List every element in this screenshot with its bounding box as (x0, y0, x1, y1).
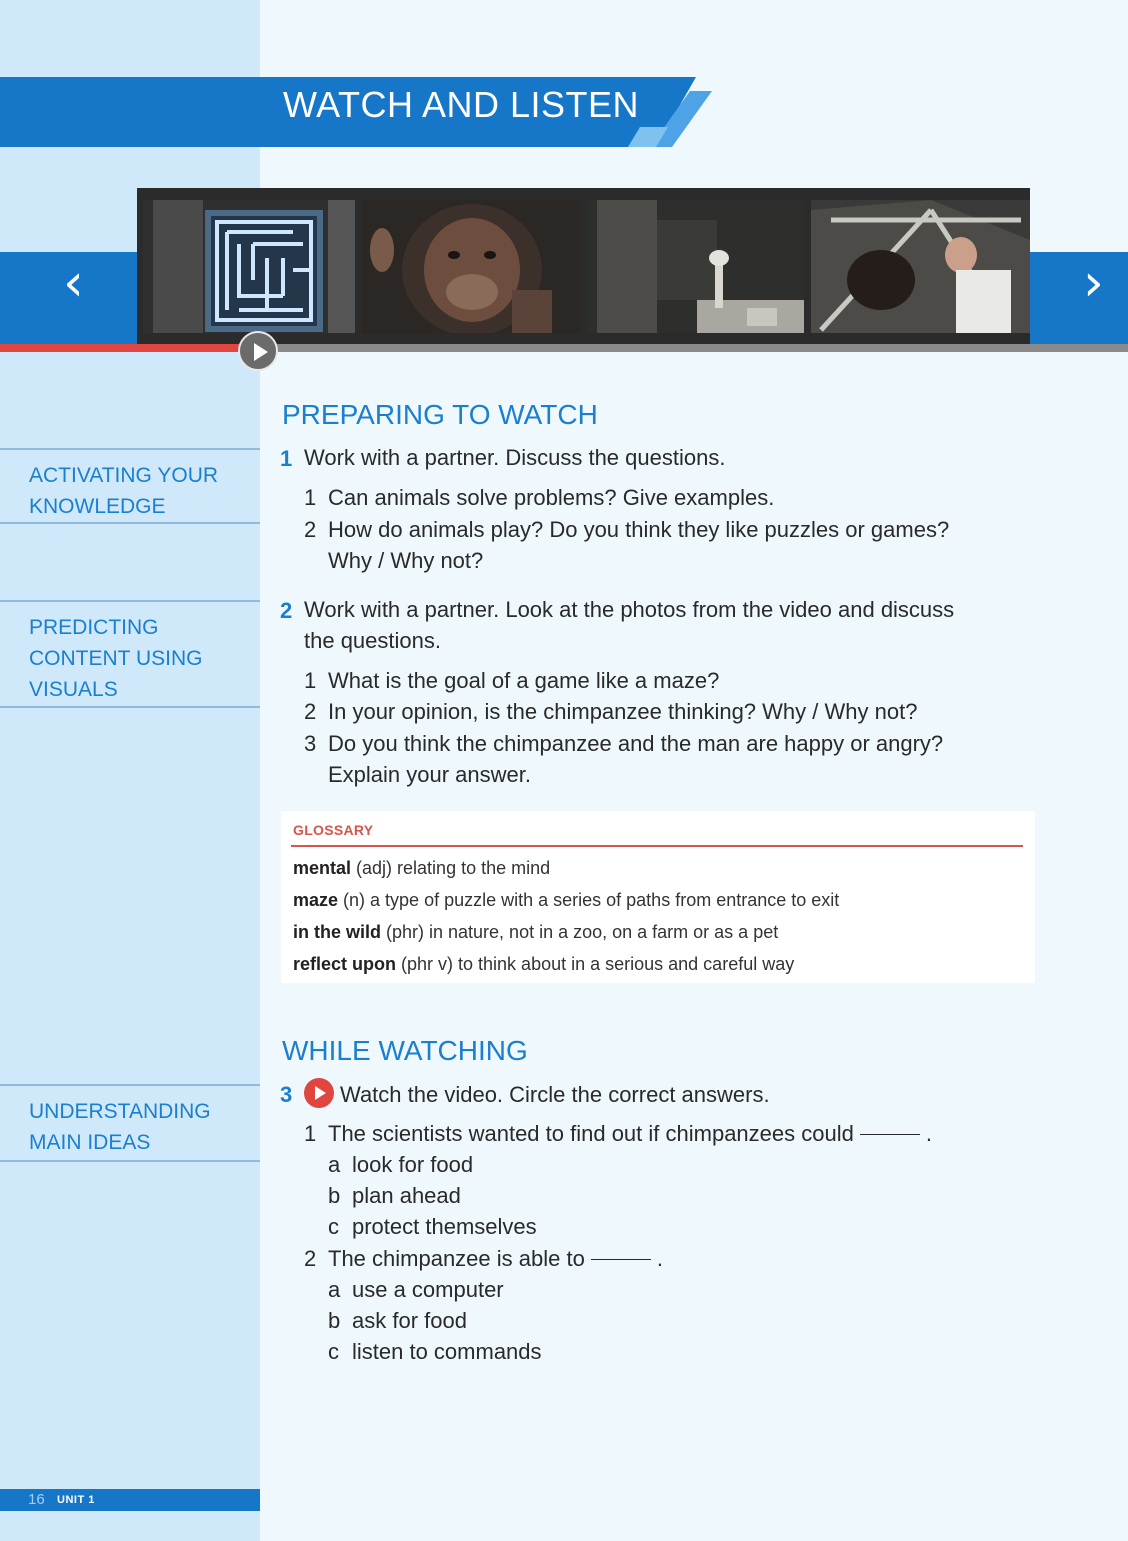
question-number: 1 (280, 446, 293, 471)
question-text: Work with a partner. Look at the photos from the video and discuss the questions. (304, 597, 955, 653)
answer-option[interactable]: a look for food (328, 1152, 474, 1177)
answer-blank (591, 1259, 651, 1260)
accent-line (0, 344, 260, 352)
video-thumbnail-man-and-chimpanzee[interactable] (811, 200, 1030, 333)
list-item: 1 Can animals solve problems? Give examples. (304, 485, 775, 510)
question-number: 3 (280, 1082, 293, 1107)
video-thumbnail-maze[interactable] (143, 200, 355, 333)
question-number: 2 (280, 598, 293, 623)
heading-while-watching: WHILE WATCHING (282, 1035, 528, 1066)
glossary-entry: reflect upon (phr v) to think about in a serious and careful way (293, 954, 795, 974)
play-button[interactable] (238, 331, 278, 371)
sidebar-label-predicting-content: PREDICTING CONTENT USING VISUALS (0, 600, 260, 708)
chevron-left-icon[interactable]: ‹ (63, 253, 84, 313)
answer-blank (860, 1134, 920, 1135)
list-item: 2 How do animals play? Do you think they like puzzles or games? Why / Why not? (304, 517, 950, 573)
glossary-entry: maze (n) a type of puzzle with a series of paths from entrance to exit (293, 890, 840, 910)
list-item: 3 Do you think the chimpanzee and the man are happy or angry? Explain your answer. (304, 731, 944, 787)
sidebar-label-understanding-main-ideas: UNDERSTANDING MAIN IDEAS (0, 1084, 260, 1162)
glossary-entry: mental (adj) relating to the mind (293, 858, 551, 878)
list-item: 1 What is the goal of a game like a maze? (304, 668, 720, 693)
answer-option[interactable]: c protect themselves (328, 1214, 537, 1239)
sidebar-label-activating-knowledge: ACTIVATING YOUR KNOWLEDGE (0, 448, 260, 524)
answer-option[interactable]: a use a computer (328, 1277, 504, 1302)
list-item: 2 In your opinion, is the chimpanzee thinking? Why / Why not? (304, 699, 918, 724)
video-play-icon[interactable] (304, 1078, 334, 1108)
answer-option[interactable]: b ask for food (328, 1308, 467, 1333)
heading-preparing-to-watch: PREPARING TO WATCH (282, 399, 598, 430)
list-item: 2 The chimpanzee is able to . (304, 1246, 663, 1271)
divider-line (260, 344, 1128, 352)
answer-option[interactable]: b plan ahead (328, 1183, 461, 1208)
banner-title: WATCH AND LISTEN (283, 84, 640, 125)
glossary-entry: in the wild (phr) in nature, not in a zoo, on a farm or as a pet (293, 922, 779, 942)
glossary-rule (291, 845, 1023, 847)
answer-option[interactable]: c listen to commands (328, 1339, 542, 1364)
video-thumbnail-controls[interactable] (587, 200, 804, 333)
unit-label: UNIT 1 (57, 1494, 95, 1506)
question-text: Work with a partner. Discuss the questions. (304, 445, 726, 470)
page-number: 16 (28, 1491, 45, 1508)
glossary-title: GLOSSARY (293, 822, 374, 838)
video-thumbnail-chimpanzee[interactable] (362, 200, 580, 333)
chevron-right-icon[interactable]: › (1083, 253, 1104, 313)
list-item: 1 The scientists wanted to find out if chimpanzees could . (304, 1121, 932, 1146)
glossary-box (281, 811, 1035, 983)
question-text: Watch the video. Circle the correct answers. (304, 1078, 770, 1110)
